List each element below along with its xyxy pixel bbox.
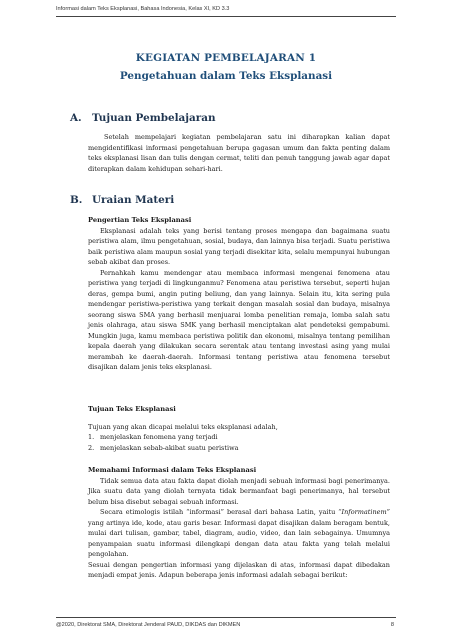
tujuan-list (88, 432, 390, 453)
footer-rule (56, 617, 396, 618)
memahami-heading: Memahami Informasi dalam Teks Eksplanasi (88, 466, 257, 474)
activity-subtitle: Pengetahuan dalam Teks Eksplanasi (119, 70, 333, 82)
memahami-paragraph-2: Secara etimologis istilah “informasi” berasal dari bahasa Latin, yaitu “Informatinem” yang artinya ide, kode, atau garis besar. Informasi dapat disajikan dalam beragam bentuk, mulai dari tulisan, gambar, tabel, diagram, audio, video, dan lain sebagainya. Umumnya penyampaian suatu informasi dilengkapi dengan data atau fakta yang telah melalui pengolahan. (88, 508, 390, 558)
header-rule (56, 16, 396, 17)
tujuan-intro: Tujuan yang akan dicapai melalui teks eksplanasi adalah, (88, 422, 278, 431)
pengertian-paragraph-2: Pernahkah kamu mendengar atau membaca informasi mengenai fenomena atau peristiwa yang terjadi di lingkunganmu? Fenomena atau peristiwa tersebut, seperti hujan deras, gempa bumi, angin puting beliung, dan yang lainnya. Selain itu, kita sering pula mendengar peristiwa-peristiwa yang terkait dengan masalah sosial dan budaya, misalnya seorang siswa SMA yang berhasil menjuarai lomba penelitian remaja, lomba salah satu jenis olahraga, atau siswa SMK yang berhasil menciptakan alat pendeteksi gempabumi. Mungkin juga, kamu membaca peristiwa politik dan ekonomi, misalnya tentang pemilihan kepala daerah yang dilakukan secara serentak atau tentang investasi asing yang mulai merambah ke daerah-daerah. Informasi tentang peristiwa atau fenomena tersebut disajikan dalam jenis teks eksplanasi. (88, 268, 390, 371)
pengertian-heading: Pengertian Teks Eksplanasi (88, 216, 192, 224)
memahami-paragraph-3: Sesuai dengan pengertian informasi yang dijelaskan di atas, informasi dapat dibedakan menjadi empat jenis. Adapun beberapa jenis informasi adalah sebagai berikut: (88, 560, 390, 579)
latin-term: “Informatinem” (338, 508, 390, 516)
list-item: 2. menjelaskan sebab-akibat suatu peristiwa (88, 443, 239, 452)
list-item: 1. menjelaskan fenomena yang terjadi (88, 433, 218, 441)
section-b-letter: B. (70, 194, 83, 206)
tujuan-block (88, 404, 390, 453)
tujuan-heading: Tujuan Teks Eksplanasi (88, 405, 176, 413)
running-header: Informasi dalam Teks Eksplanasi, Bahasa Indonesia, Kelas XI, KD 3.3 (56, 6, 230, 12)
pengertian-paragraph-1: Eksplanasi adalah teks yang berisi tentang proses mengapa dan bagaimana suatu peristiwa alam, ilmu pengetahuan, sosial, budaya, dan lainnya bisa terjadi. Suatu peristiwa baik peristiwa alam maupun sosial yang terjadi disekitar kita, selalu mempunyai hubungan sebab akibat dan proses. (88, 226, 390, 266)
section-a-heading (70, 112, 216, 124)
section-a-letter: A. (70, 112, 82, 124)
learning-objective-paragraph: Setelah mempelajari kegiatan pembelajaran satu ini diharapkan kalian dapat mengidentifikasi informasi pengetahuan berupa gagasan umum dan fakta penting dalam teks eksplanasi lisan dan tulis dengan cermat, teliti dan penuh tanggung jawab agar dapat diterapkan dalam kehidupan sehari-hari. (88, 133, 390, 173)
section-b-heading (70, 194, 174, 206)
section-b-title: Uraian Materi (92, 194, 175, 206)
section-a-body (88, 132, 390, 174)
activity-title: KEGIATAN PEMBELAJARAN 1 (135, 52, 317, 64)
running-footer: @2020, Direktorat SMA, Direktorat Jenderal PAUD, DIKDAS dan DIKMEN (56, 622, 241, 628)
section-a-title: Tujuan Pembelajaran (92, 112, 216, 124)
page-number: 8 (390, 622, 394, 628)
memahami-paragraph-1: Tidak semua data atau fakta dapat diolah menjadi sebuah informasi bagi penerimanya. Jika suatu data yang diolah ternyata tidak bermanfaat bagi penerimanya, hal tersebut belum bisa disebut sebagai sebuah informasi. (88, 476, 390, 506)
pengertian-block (88, 215, 390, 373)
memahami-block (88, 465, 390, 581)
